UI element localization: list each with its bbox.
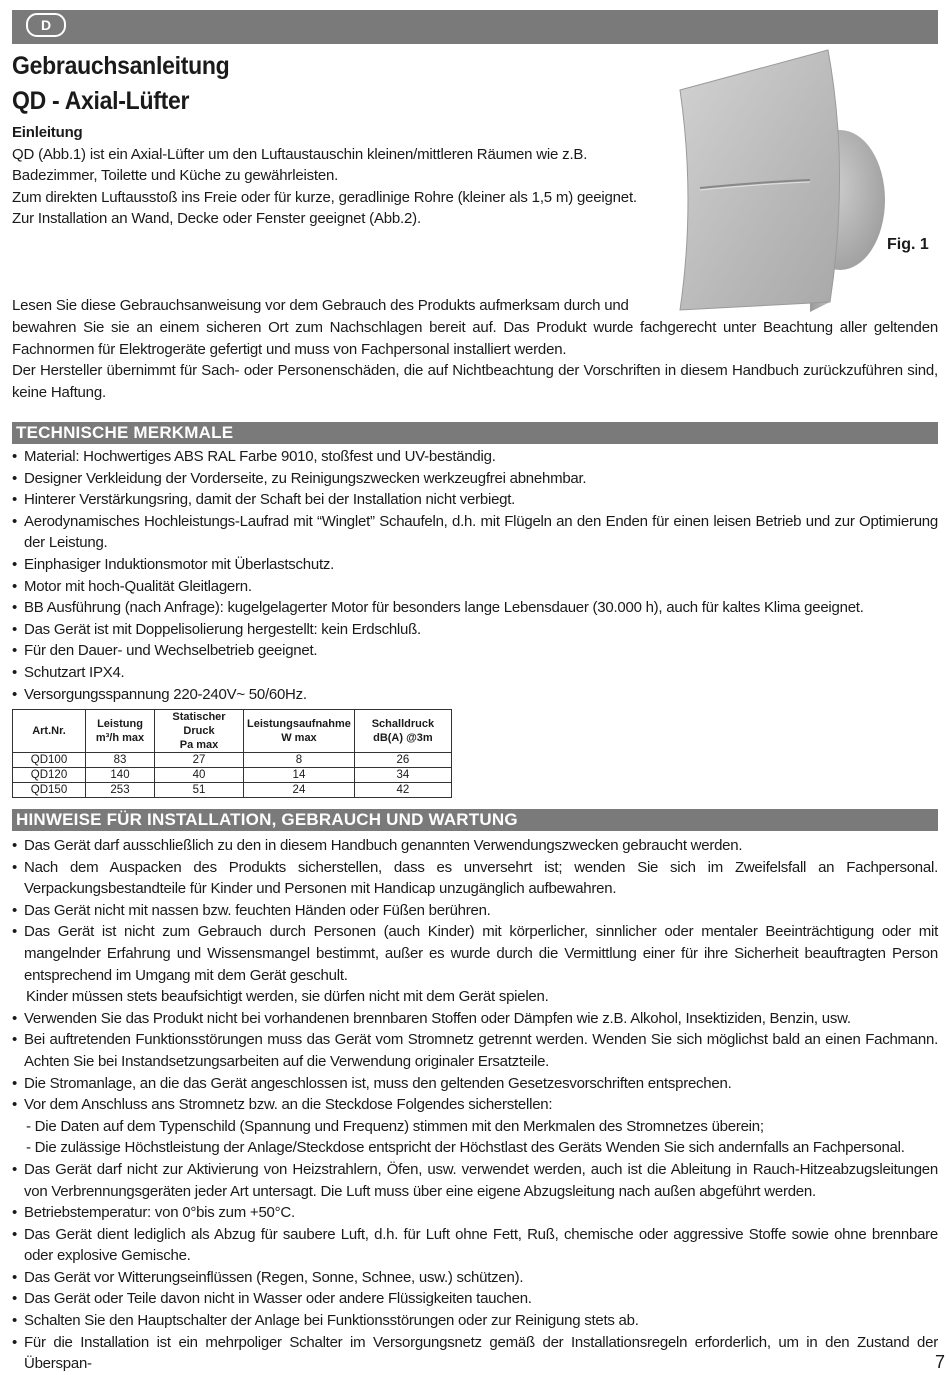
list-item: • Das Gerät vor Witterungseinflüssen (Regen, Sonne, Schnee, usw.) schützen).: [12, 1268, 524, 1286]
list-item: • Für die Installation ist ein mehrpoliger Schalter im Versorgungsnetz gemäß der Installationsregeln erforderlich, um in den Zustand der Überspan-: [12, 1333, 938, 1373]
intro-heading: Einleitung: [12, 124, 83, 141]
section-heading-technical: TECHNISCHE MERKMALE: [12, 422, 938, 444]
list-item: • Betriebstemperatur: von 0°bis zum +50°C.: [12, 1204, 295, 1222]
list-item: • Das Gerät ist mit Doppelisolierung hergestellt: kein Erdschluß.: [12, 620, 421, 638]
children-supervision-note: Kinder müssen stets beaufsichtigt werden, sie dürfen nicht mit dem Gerät spielen.: [26, 988, 549, 1006]
intro-line: Zum direkten Luftausstoß ins Freie oder für kurze, geradlinige Rohre (kleiner als 1,5 m) geeignet.: [12, 189, 637, 206]
sub-item: - Die zulässige Höchstleistung der Anlage/Steckdose entspricht der Höchstlast des Geräts Wenden Sie sich andernfalls an Fachpersonal.: [26, 1139, 905, 1157]
table-row: [13, 753, 452, 768]
list-item: • Schutzart IPX4.: [12, 663, 125, 681]
list-item: • Designer Verkleidung der Vorderseite, zu Reinigungszwecken werkzeugfrei abnehmbar.: [12, 469, 587, 487]
table-cell: 140: [86, 768, 155, 783]
list-item: • Aerodynamisches Hochleistungs-Laufrad mit “Winglet” Schaufeln, d.h. mit Flügeln an den Enden für einen leisen Betrieb und zur Optimierung der Leistung.: [12, 512, 938, 552]
table-cell: 42: [354, 783, 451, 798]
table-row: [13, 783, 452, 798]
list-item: • Einphasiger Induktionsmotor mit Überlastschutz.: [12, 555, 335, 573]
sub-item: - Die Daten auf dem Typenschild (Spannung und Frequenz) stimmen mit den Merkmalen des Stromnetzes überein;: [26, 1117, 764, 1135]
list-item: • BB Ausführung (nach Anfrage): kugelgelagerter Motor für besonders lange Lebensdauer (30.000 h), auch für kaltes Klima geeignet.: [12, 599, 864, 617]
column-header: Statischer Druck Pa max: [155, 710, 244, 753]
intro-line: Badezimmer, Toilette und Küche zu gewährleisten.: [12, 167, 339, 184]
product-title: QD - Axial-Lüfter: [12, 87, 190, 115]
header-bar: [12, 10, 938, 44]
list-item: • Hinterer Verstärkungsring, damit der Schaft bei der Installation nicht verbiegt.: [12, 491, 516, 509]
table-header-row: [13, 710, 452, 753]
table-cell: 14: [244, 768, 355, 783]
installation-notes-list: [12, 835, 938, 1375]
notice-paragraph: bewahren Sie sie an einem sicheren Ort zum Nachschlagen bereit auf. Das Produkt wurde fachgerecht unter Beachtung aller geltenden Fachnormen für Elektrogeräte gefertigt und muss von Fachpersonal installiert werden.: [12, 319, 938, 358]
column-header: Leistung m³/h max: [86, 710, 155, 753]
figure-label: Fig. 1: [887, 236, 929, 253]
technical-feature-list: [12, 446, 938, 705]
list-item: • Für den Dauer- und Wechselbetrieb geeignet.: [12, 642, 318, 660]
table-cell: QD100: [13, 753, 86, 768]
page-number: 7: [935, 1352, 946, 1372]
list-item: • Schalten Sie den Hauptschalter der Anlage bei Funktionsstörungen oder zur Reinigung stets ab.: [12, 1312, 639, 1330]
intro-line: QD (Abb.1) ist ein Axial-Lüfter um den Luftaustauschin kleinen/mittleren Räumen wie z.B.: [12, 146, 588, 163]
list-item: • Die Stromanlage, an die das Gerät angeschlossen ist, muss den geltenden Gesetzesvorschriften entsprechen.: [12, 1074, 732, 1092]
table-row: [13, 768, 452, 783]
intro-line: Zur Installation an Wand, Decke oder Fenster geeignet (Abb.2).: [12, 210, 421, 227]
table-cell: 253: [86, 783, 155, 798]
list-item: • Das Gerät dient lediglich als Abzug für saubere Luft, d.h. für Luft ohne Fett, Ruß, chemische oder aggressive Stoffe sowie ohne brennbare oder explosive Gemische.: [12, 1225, 938, 1265]
table-cell: 24: [244, 783, 355, 798]
table-cell: 27: [155, 753, 244, 768]
list-item: • Versorgungsspannung 220-240V~ 50/60Hz.: [12, 685, 307, 703]
axial-fan-illustration: [660, 40, 890, 315]
list-item: • Bei auftretenden Funktionsstörungen muss das Gerät vom Stromnetz getrennt werden. Wenden Sie sich möglichst bald an einen Fachmann. Achten Sie bei Instandsetzungsarbeiten auf die Verwendung originaler Ersatzteile.: [12, 1031, 938, 1070]
table-cell: 26: [354, 753, 451, 768]
list-item: • Das Gerät oder Teile davon nicht in Wasser oder andere Flüssigkeiten tauchen.: [12, 1290, 532, 1308]
table-cell: 40: [155, 768, 244, 783]
list-item: • Nach dem Auspacken des Produkts sicherstellen, dass es unversehrt ist; wenden Sie sich im Zweifelsfall an Fachpersonal. Verpackungsbestandteile für Kinder und Personen mit Handicap unzugänglich aufbewahren.: [12, 858, 938, 898]
table-cell: QD150: [13, 783, 86, 798]
language-badge: D: [26, 13, 66, 37]
list-item: • Motor mit hoch-Qualität Gleitlagern.: [12, 577, 252, 595]
liability-paragraph: Der Hersteller übernimmt für Sach- oder Personenschäden, die auf Nichtbeachtung der Vorschriften in diesem Handbuch zurückzuführen sind, keine Haftung.: [12, 362, 938, 401]
table-cell: 83: [86, 753, 155, 768]
section-heading-installation: HINWEISE FÜR INSTALLATION, GEBRAUCH UND WARTUNG: [12, 809, 938, 831]
specification-table: [12, 709, 452, 798]
list-item: • Das Gerät darf ausschließlich zu den in diesem Handbuch genannten Verwendungszwecken gebraucht werden.: [12, 837, 743, 854]
list-item: • Verwenden Sie das Produkt nicht bei vorhandenen brennbaren Stoffen oder Dämpfen wie z.B. Alkohol, Insektiziden, Benzin, usw.: [12, 1009, 851, 1027]
table-cell: 8: [244, 753, 355, 768]
list-item: • Das Gerät darf nicht zur Aktivierung von Heizstrahlern, Öfen, usw. verwendet werden, auch ist die Ableitung in Rauch-Hitzeabzugsleitungen von Verbrennungsgeräten jeder Art untersagt. Die Luft muss über eine eigene Abzugsleitung nach außen abgeführt werden.: [12, 1160, 938, 1200]
list-item: • Das Gerät ist nicht zum Gebrauch durch Personen (auch Kinder) mit körperlicher, sinnlicher oder mentaler Beeinträchtigung oder mit mangelnder Erfahrung und Wissensmangel bestimmt, außer es wurde durch die Vermittlung einer für ihre Sicherheit beauftragten Person entsprechend im Umgang mit dem Gerät geschult. Kinder müssen stets beaufsichtigt werden, sie dürfen nicht mit dem Gerät spielen.: [12, 921, 938, 1007]
column-header: Art.Nr.: [13, 710, 86, 753]
list-item: • Material: Hochwertiges ABS RAL Farbe 9010, stoßfest und UV-beständig.: [12, 448, 496, 465]
list-item: • Das Gerät nicht mit nassen bzw. feuchten Händen oder Füßen berühren.: [12, 901, 491, 919]
table-cell: 34: [354, 768, 451, 783]
list-item: • Vor dem Anschluss ans Stromnetz bzw. an die Steckdose Folgendes sicherstellen: - Die Daten auf dem Typenschild (Spannung und Frequenz) stimmen mit den Merkmalen des Stromnetzes überein; - Die zulässige Höchstleistung der Anlage/Steckdose entspricht der Höchstlast des Geräts Wenden Sie sich andernfalls an Fachpersonal.: [12, 1094, 938, 1159]
table-cell: 51: [155, 783, 244, 798]
column-header: Leistungsaufnahme W max: [244, 710, 355, 753]
column-header: Schalldruck dB(A) @3m: [354, 710, 451, 753]
notice-line: Lesen Sie diese Gebrauchsanweisung vor dem Gebrauch des Produkts aufmerksam durch und: [12, 297, 629, 314]
page-title: Gebrauchsanleitung: [12, 52, 230, 80]
table-cell: QD120: [13, 768, 86, 783]
